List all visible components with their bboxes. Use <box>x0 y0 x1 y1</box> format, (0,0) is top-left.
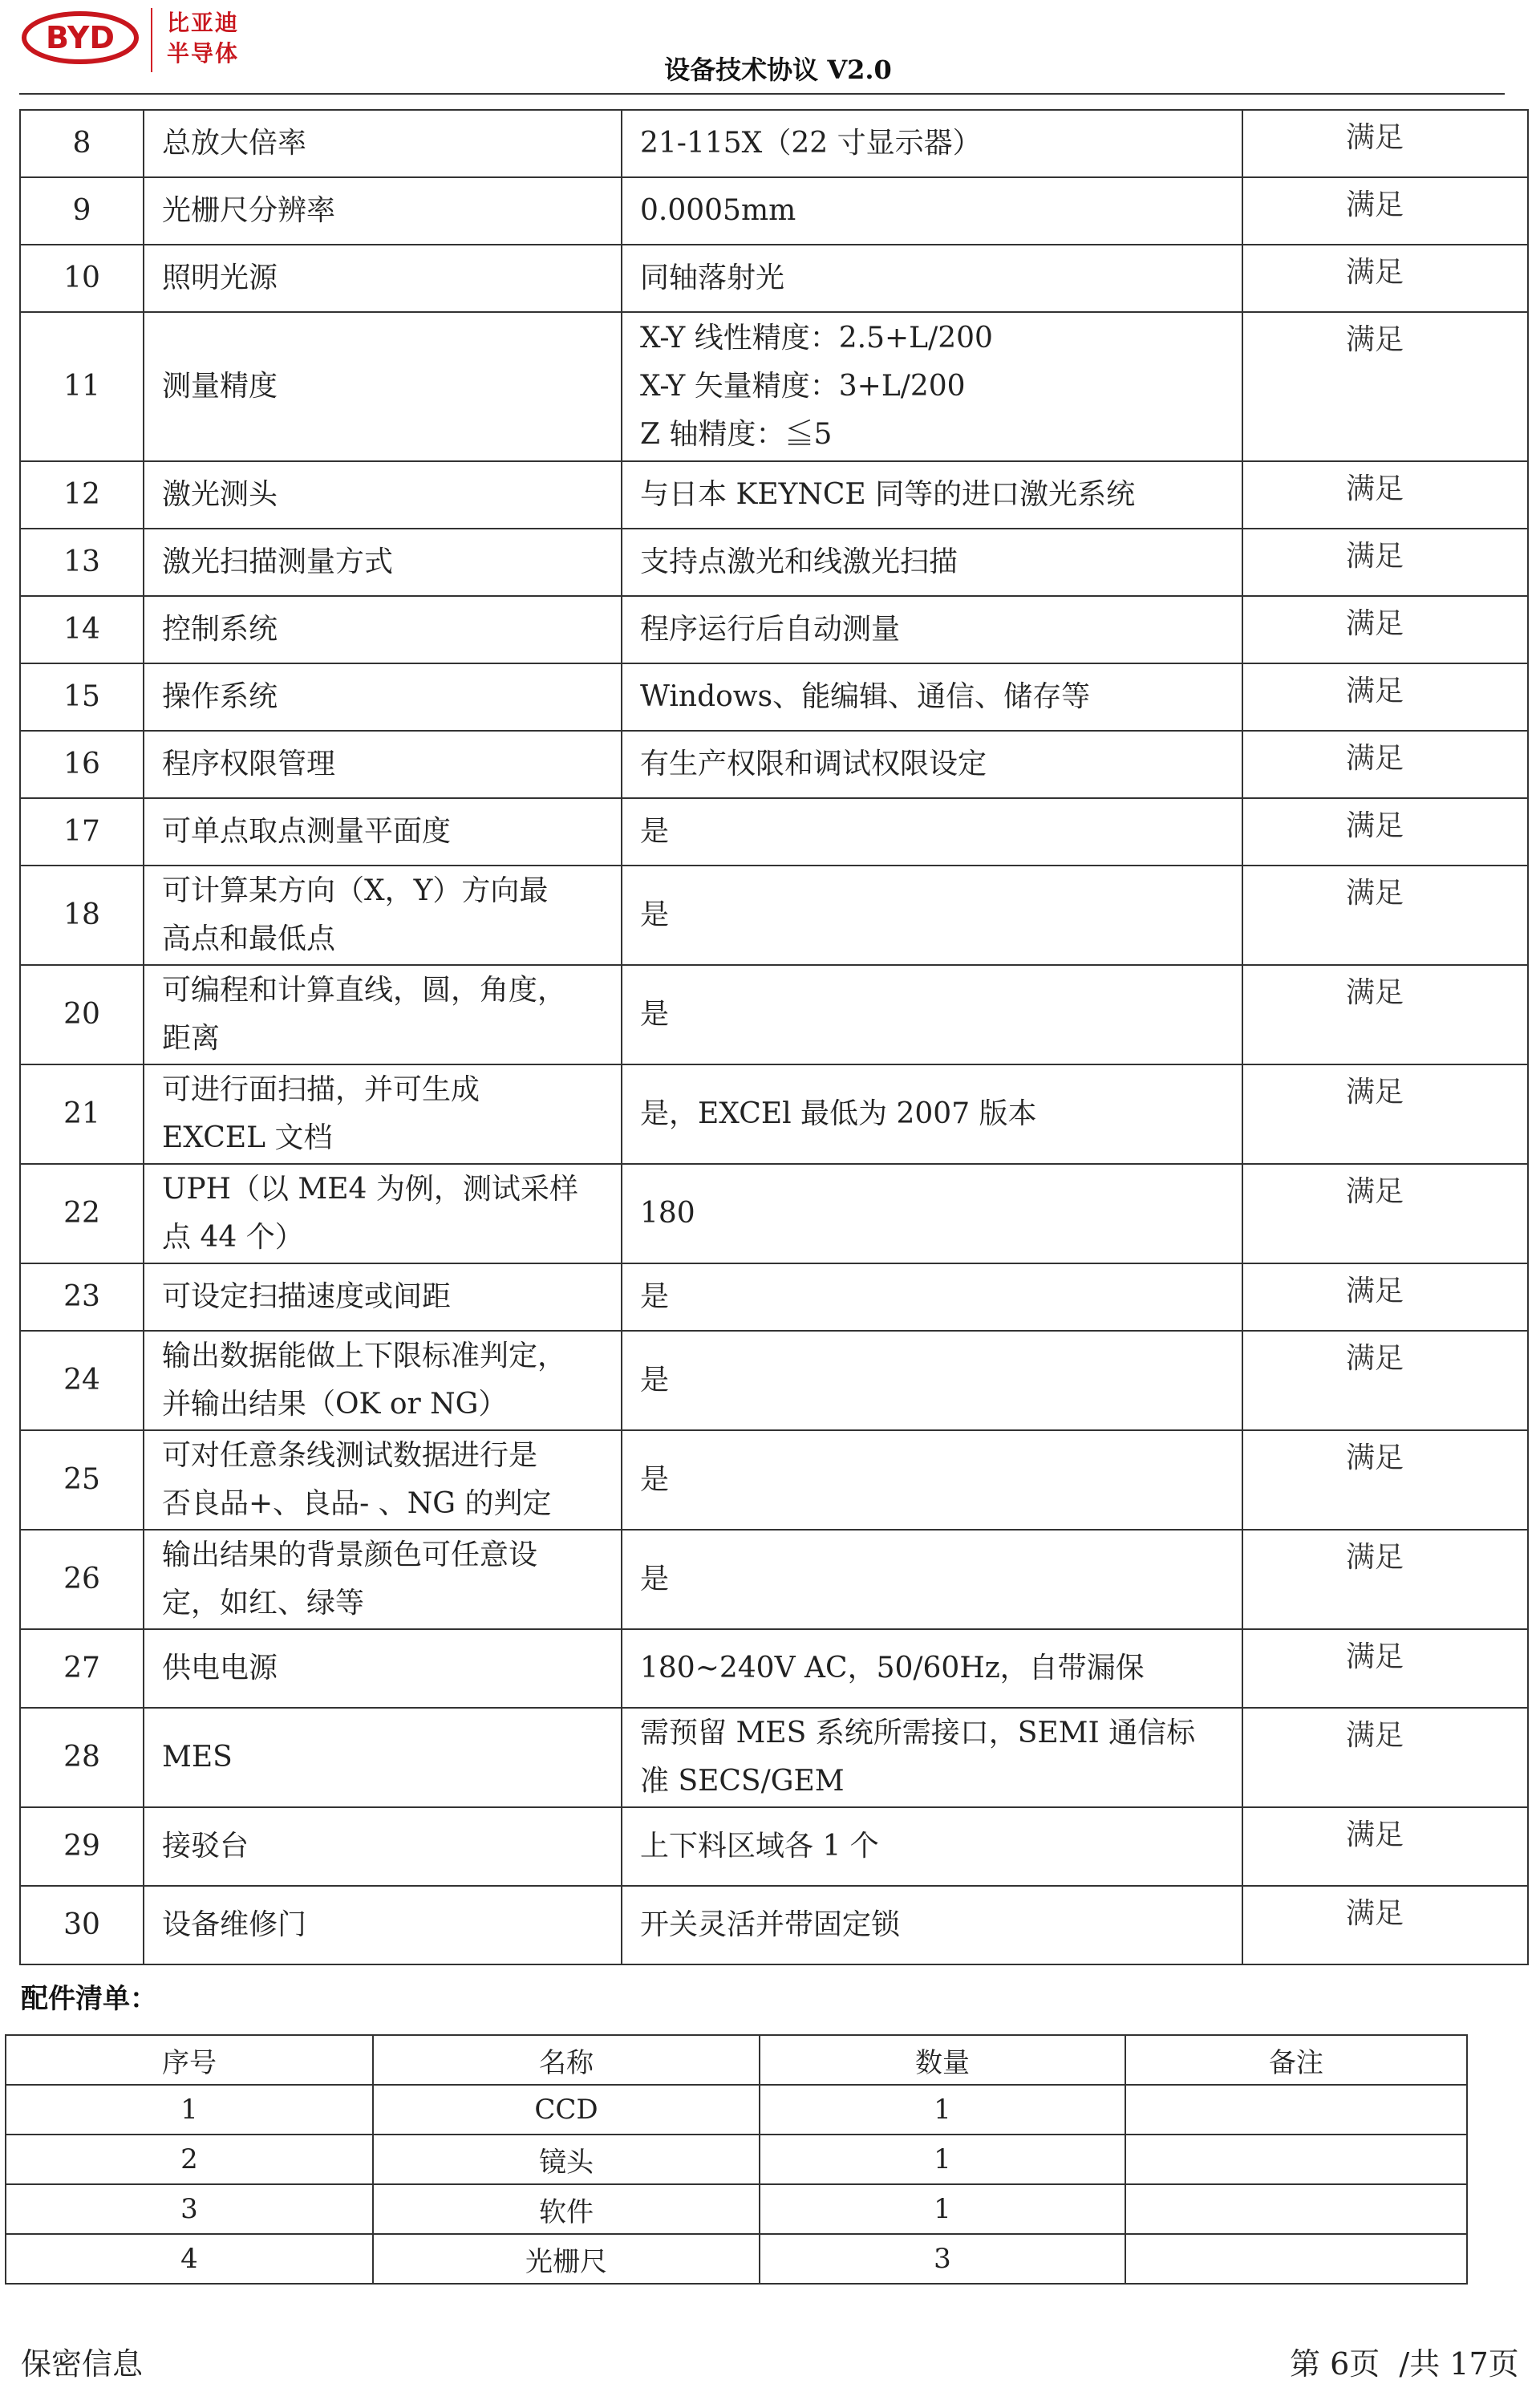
row-spec: 是 <box>622 1530 1242 1629</box>
row-item: 激光测头 <box>144 461 622 529</box>
parts-header-name: 名称 <box>373 2035 760 2085</box>
table-row <box>20 1064 1528 1164</box>
company-name-line1: 比亚迪 <box>167 10 240 36</box>
row-item: UPH（以 ME4 为例，测试采样 点 44 个） <box>144 1164 622 1263</box>
row-status: 满足 <box>1242 798 1528 866</box>
row-status: 满足 <box>1242 529 1528 596</box>
parts-note <box>1125 2085 1467 2135</box>
table-row <box>20 1430 1528 1530</box>
row-status: 满足 <box>1242 245 1528 312</box>
logo-divider <box>151 8 152 72</box>
row-status: 满足 <box>1242 731 1528 798</box>
row-item: 输出数据能做上下限标准判定， 并输出结果（OK or NG） <box>144 1331 622 1430</box>
row-item: 可进行面扫描，并可生成 EXCEL 文档 <box>144 1064 622 1164</box>
row-status: 满足 <box>1242 1629 1528 1708</box>
row-status: 满足 <box>1242 596 1528 663</box>
row-spec: 180 <box>622 1164 1242 1263</box>
row-spec: 是 <box>622 1331 1242 1430</box>
row-number: 9 <box>20 177 144 245</box>
footer-page-number: 第 6页 /共 17页 <box>1290 2346 1519 2382</box>
parts-no: 1 <box>6 2085 373 2135</box>
parts-no: 3 <box>6 2184 373 2234</box>
row-spec: 有生产权限和调试权限设定 <box>622 731 1242 798</box>
row-status: 满足 <box>1242 1530 1528 1629</box>
row-item: 设备维修门 <box>144 1886 622 1964</box>
row-status: 满足 <box>1242 663 1528 731</box>
row-status: 满足 <box>1242 866 1528 965</box>
table-row <box>20 312 1528 461</box>
row-item: 供电电源 <box>144 1629 622 1708</box>
row-item: MES <box>144 1708 622 1807</box>
row-number: 17 <box>20 798 144 866</box>
table-row <box>20 1530 1528 1629</box>
row-status: 满足 <box>1242 1064 1528 1164</box>
parts-no: 4 <box>6 2234 373 2284</box>
row-spec: 同轴落射光 <box>622 245 1242 312</box>
row-spec: 上下料区域各 1 个 <box>622 1807 1242 1886</box>
row-status: 满足 <box>1242 1164 1528 1263</box>
row-spec: X-Y 线性精度：2.5+L/200 X-Y 矢量精度：3+L/200 Z 轴精度：≦5 <box>622 312 1242 461</box>
parts-row <box>6 2085 1467 2135</box>
row-number: 26 <box>20 1530 144 1629</box>
row-number: 28 <box>20 1708 144 1807</box>
table-row <box>20 1629 1528 1708</box>
row-number: 23 <box>20 1263 144 1331</box>
row-number: 22 <box>20 1164 144 1263</box>
parts-row <box>6 2184 1467 2234</box>
row-item: 控制系统 <box>144 596 622 663</box>
row-item: 照明光源 <box>144 245 622 312</box>
row-number: 30 <box>20 1886 144 1964</box>
row-spec: 支持点激光和线激光扫描 <box>622 529 1242 596</box>
row-item: 程序权限管理 <box>144 731 622 798</box>
row-status: 满足 <box>1242 312 1528 461</box>
table-row <box>20 461 1528 529</box>
row-spec: Windows、能编辑、通信、储存等 <box>622 663 1242 731</box>
table-row <box>20 1331 1528 1430</box>
byd-logo-icon <box>21 10 140 66</box>
row-status: 满足 <box>1242 1331 1528 1430</box>
table-row <box>20 663 1528 731</box>
row-spec: 是 <box>622 1430 1242 1530</box>
row-item: 接驳台 <box>144 1807 622 1886</box>
parts-row <box>6 2234 1467 2284</box>
row-status: 满足 <box>1242 1886 1528 1964</box>
row-status: 满足 <box>1242 1807 1528 1886</box>
row-status: 满足 <box>1242 461 1528 529</box>
row-item: 测量精度 <box>144 312 622 461</box>
row-spec: 是 <box>622 798 1242 866</box>
row-number: 25 <box>20 1430 144 1530</box>
parts-no: 2 <box>6 2135 373 2184</box>
row-item: 激光扫描测量方式 <box>144 529 622 596</box>
row-spec: 是，EXCEl 最低为 2007 版本 <box>622 1064 1242 1164</box>
row-spec: 开关灵活并带固定锁 <box>622 1886 1242 1964</box>
parts-note <box>1125 2184 1467 2234</box>
parts-qty: 3 <box>760 2234 1125 2284</box>
table-row <box>20 1164 1528 1263</box>
row-number: 29 <box>20 1807 144 1886</box>
row-number: 18 <box>20 866 144 965</box>
row-spec: 程序运行后自动测量 <box>622 596 1242 663</box>
table-row <box>20 596 1528 663</box>
row-spec: 是 <box>622 965 1242 1064</box>
table-row <box>20 1708 1528 1807</box>
spec-table <box>19 109 1529 1965</box>
parts-name: 光栅尺 <box>373 2234 760 2284</box>
row-item: 光栅尺分辨率 <box>144 177 622 245</box>
row-status: 满足 <box>1242 1263 1528 1331</box>
row-number: 10 <box>20 245 144 312</box>
parts-qty: 1 <box>760 2135 1125 2184</box>
parts-header-no: 序号 <box>6 2035 373 2085</box>
table-row <box>20 1807 1528 1886</box>
parts-qty: 1 <box>760 2184 1125 2234</box>
parts-name: CCD <box>373 2085 760 2135</box>
company-name <box>167 8 239 69</box>
parts-header-note: 备注 <box>1125 2035 1467 2085</box>
parts-header-qty: 数量 <box>760 2035 1125 2085</box>
parts-name: 镜头 <box>373 2135 760 2184</box>
row-number: 27 <box>20 1629 144 1708</box>
parts-note <box>1125 2135 1467 2184</box>
table-row <box>20 866 1528 965</box>
table-row <box>20 529 1528 596</box>
row-spec: 180~240V AC，50/60Hz，自带漏保 <box>622 1629 1242 1708</box>
row-item: 输出结果的背景颜色可任意设 定，如红、绿等 <box>144 1530 622 1629</box>
row-item: 可编程和计算直线，圆，角度， 距离 <box>144 965 622 1064</box>
table-row <box>20 798 1528 866</box>
row-item: 总放大倍率 <box>144 110 622 177</box>
company-name-line2: 半导体 <box>167 40 240 67</box>
row-status: 满足 <box>1242 177 1528 245</box>
table-row <box>20 1886 1528 1964</box>
row-spec: 需预留 MES 系统所需接口，SEMI 通信标 准 SECS/GEM <box>622 1708 1242 1807</box>
row-status: 满足 <box>1242 110 1528 177</box>
table-row <box>20 245 1528 312</box>
parts-note <box>1125 2234 1467 2284</box>
parts-name: 软件 <box>373 2184 760 2234</box>
document-title: 设备技术协议 V2.0 <box>664 55 892 85</box>
footer-confidential: 保密信息 <box>21 2346 144 2382</box>
row-spec: 21-115X（22 寸显示器） <box>622 110 1242 177</box>
table-row <box>20 110 1528 177</box>
row-spec: 0.0005mm <box>622 177 1242 245</box>
table-row <box>20 731 1528 798</box>
row-item: 操作系统 <box>144 663 622 731</box>
row-spec: 是 <box>622 1263 1242 1331</box>
parts-list-title: 配件清单： <box>21 1983 157 2015</box>
row-spec: 与日本 KEYNCE 同等的进口激光系统 <box>622 461 1242 529</box>
page-header <box>0 0 1540 96</box>
parts-row <box>6 2135 1467 2184</box>
row-item: 可设定扫描速度或间距 <box>144 1263 622 1331</box>
table-row <box>20 177 1528 245</box>
row-number: 11 <box>20 312 144 461</box>
row-number: 16 <box>20 731 144 798</box>
table-row <box>20 965 1528 1064</box>
row-number: 21 <box>20 1064 144 1164</box>
row-number: 24 <box>20 1331 144 1430</box>
row-number: 13 <box>20 529 144 596</box>
row-status: 满足 <box>1242 965 1528 1064</box>
row-item: 可单点取点测量平面度 <box>144 798 622 866</box>
row-spec: 是 <box>622 866 1242 965</box>
table-row <box>20 1263 1528 1331</box>
row-status: 满足 <box>1242 1430 1528 1530</box>
parts-table <box>5 2034 1468 2285</box>
row-item: 可计算某方向（X，Y）方向最 高点和最低点 <box>144 866 622 965</box>
header-divider <box>19 93 1505 95</box>
row-item: 可对任意条线测试数据进行是 否良品+、良品- 、NG 的判定 <box>144 1430 622 1530</box>
row-number: 14 <box>20 596 144 663</box>
parts-qty: 1 <box>760 2085 1125 2135</box>
row-number: 8 <box>20 110 144 177</box>
logo-text: BYD <box>46 20 115 55</box>
row-number: 20 <box>20 965 144 1064</box>
row-status: 满足 <box>1242 1708 1528 1807</box>
row-number: 12 <box>20 461 144 529</box>
parts-header-row <box>6 2035 1467 2085</box>
row-number: 15 <box>20 663 144 731</box>
